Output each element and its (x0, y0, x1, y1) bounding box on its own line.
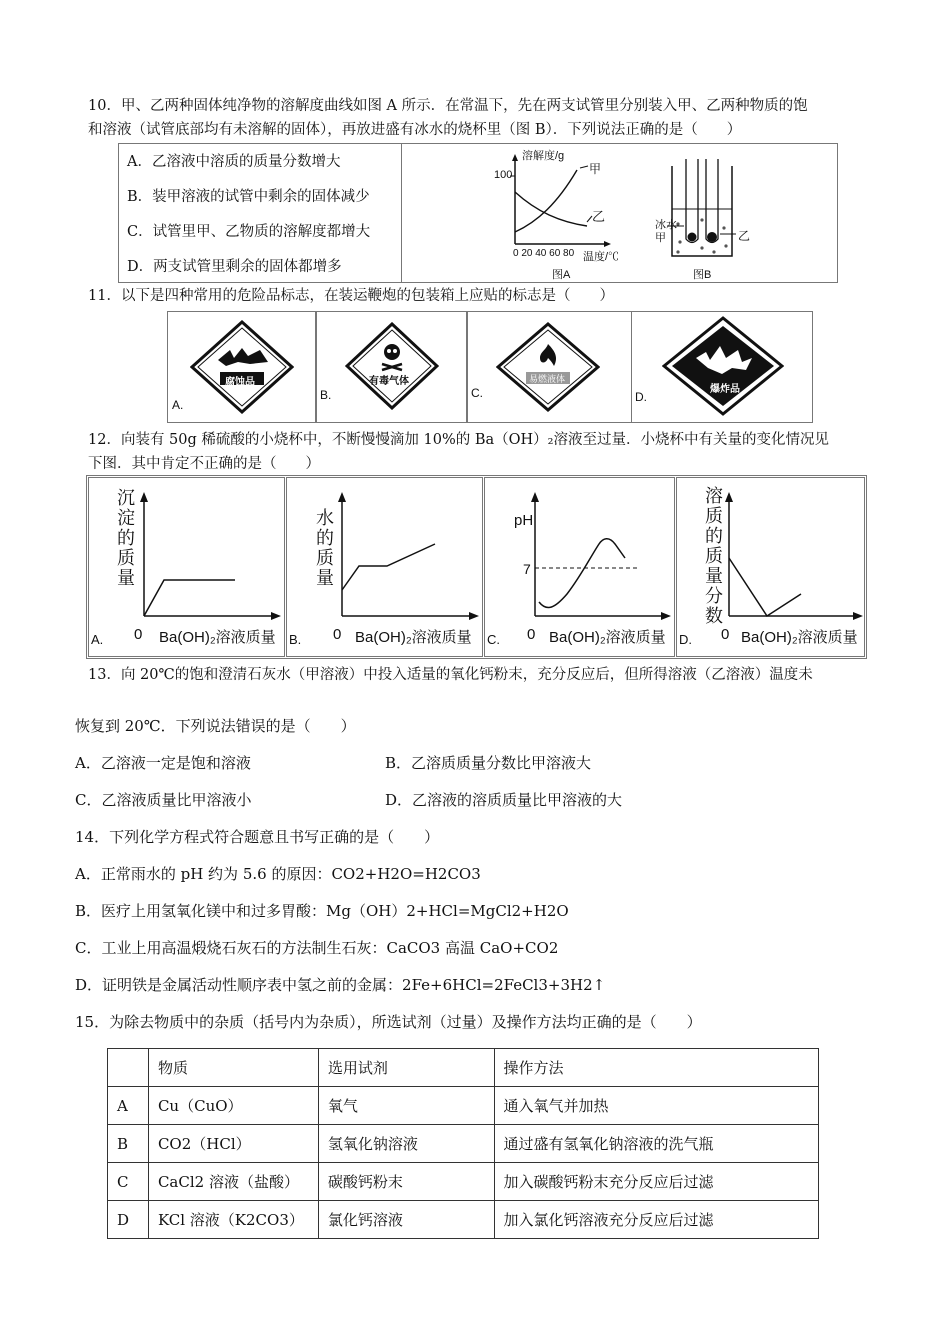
q15-table (107, 1048, 819, 1239)
sign-a-letter: A. (172, 398, 184, 412)
row-label: C (108, 1163, 149, 1201)
graph-c-origin: 0 (527, 626, 536, 643)
row-label: D (108, 1201, 149, 1239)
graph-c-ylabel: pH (514, 512, 534, 529)
q15-stem: 15．为除去物质中的杂质（括号内为杂质），所选试剂（过量）及操作方法均正确的是（ ） (75, 1013, 702, 1031)
toxic-gas-sign-icon (345, 322, 439, 410)
q10-option-a[interactable]: A．乙溶液中溶质的质量分数增大 (127, 154, 341, 170)
table-header-cell (108, 1049, 149, 1087)
q13-option-b[interactable]: B．乙溶质质量分数比甲溶液大 (385, 754, 592, 772)
sign-d-text: 爆炸品 (710, 384, 740, 395)
q14-option-d[interactable]: D．证明铁是金属活动性顺序表中氢之前的金属：2Fe+6HCl=2FeCl3+3H2↑ (75, 976, 606, 994)
q11-sign-a-box[interactable] (167, 311, 316, 423)
q10-options-box (118, 143, 402, 283)
table-row[interactable] (108, 1125, 819, 1163)
method-cell: 通入氧气并加热 (494, 1087, 818, 1125)
figA-curve-yi: 乙 (592, 209, 606, 224)
graph-b-letter: B. (289, 632, 302, 647)
method-cell: 通过盛有氢氧化钠溶液的洗气瓶 (494, 1125, 818, 1163)
q11-sign-d-box[interactable] (631, 311, 813, 423)
graph-b-ylabel: 水的质量 (313, 508, 334, 588)
sign-d-letter: D. (635, 390, 647, 404)
graph-b-xlabel: Ba(OH)₂溶液质量 (355, 629, 472, 646)
sign-b-letter: B. (320, 388, 332, 402)
q14-option-b[interactable]: B．医疗上用氢氧化镁中和过多胃酸：Mg（OH）2+HCl=MgCl2+H2O (75, 902, 569, 920)
beaker-figure (402, 144, 837, 282)
graph-a-xlabel: Ba(OH)₂溶液质量 (159, 629, 276, 646)
graph-d-origin: 0 (721, 626, 730, 643)
figA-xticks: 0 20 40 60 80 (513, 248, 575, 259)
flammable-liquid-sign-icon (496, 322, 600, 412)
q11-stem: 11．以下是四种常用的危险品标志，在装运鞭炮的包装箱上应贴的标志是（ ） (88, 288, 614, 304)
q14-option-a[interactable]: A．正常雨水的 pH 约为 5.6 的原因：CO2+H2O=H2CO3 (75, 865, 481, 883)
sign-c-letter: C. (471, 386, 483, 400)
figB-ice-water-label: 冰水 (655, 219, 677, 231)
graph-b-origin: 0 (333, 626, 342, 643)
figB-caption: 图B (693, 269, 712, 281)
q12-stem-line1: 12．向装有 50g 稀硫酸的小烧杯中，不断慢慢滴加 10%的 Ba（OH）₂溶液至过量．小烧杯中有关量的变化情况见 (88, 432, 829, 448)
q10-option-b[interactable]: B．装甲溶液的试管中剩余的固体减少 (127, 189, 370, 205)
q13-stem-line2: 恢复到 20℃．下列说法错误的是（ ） (75, 717, 356, 735)
q13-option-a[interactable]: A．乙溶液一定是饱和溶液 (75, 754, 251, 772)
q14-stem: 14．下列化学方程式符合题意且书写正确的是（ ） (75, 828, 440, 846)
substance-cell: Cu（CuO） (148, 1087, 318, 1125)
q10-figure-box (401, 143, 838, 283)
graph-a-letter: A. (91, 632, 104, 647)
reagent-cell: 氧气 (318, 1087, 494, 1125)
figB-jia-label: 甲 (655, 232, 666, 244)
table-header-cell: 选用试剂 (318, 1049, 494, 1087)
row-label: B (108, 1125, 149, 1163)
row-label: A (108, 1087, 149, 1125)
q12-graph-b[interactable] (286, 477, 483, 657)
graph-c-letter: C. (487, 632, 500, 647)
q13-stem-line1: 13．向 20℃的饱和澄清石灰水（甲溶液）中投入适量的氧化钙粉末，充分反应后，但所得溶液（乙溶液）温度未 (88, 667, 813, 683)
q12-graph-c[interactable] (484, 477, 675, 657)
q13-option-c[interactable]: C．乙溶液质量比甲溶液小 (75, 791, 252, 809)
explosive-sign-icon (662, 316, 784, 416)
graph-a-ylabel: 沉淀的质量 (114, 488, 135, 588)
figA-caption: 图A (552, 269, 571, 281)
sign-b-text: 有毒气体 (369, 376, 409, 387)
table-header-cell: 操作方法 (494, 1049, 818, 1087)
substance-cell: CaCl2 溶液（盐酸） (148, 1163, 318, 1201)
figA-xlabel: 温度/℃ (583, 251, 620, 263)
q10-option-d[interactable]: D．两支试管里剩余的固体都增多 (127, 259, 342, 275)
q11-sign-c-box[interactable] (467, 311, 632, 423)
table-row[interactable] (108, 1163, 819, 1201)
graph-d-letter: D. (679, 632, 692, 647)
figA-ytick: 100 (494, 169, 513, 181)
table-row[interactable] (108, 1201, 819, 1239)
q11-sign-b-box[interactable] (316, 311, 467, 423)
q13-option-d[interactable]: D．乙溶液的溶质质量比甲溶液的大 (385, 791, 623, 809)
table-row[interactable] (108, 1087, 819, 1125)
sign-c-text: 易燃液体 (529, 374, 566, 384)
q12-graph-d[interactable] (676, 477, 865, 657)
graph-d-xlabel: Ba(OH)₂溶液质量 (741, 629, 858, 646)
q10-option-c[interactable]: C．试管里甲、乙物质的溶解度都增大 (127, 224, 371, 240)
graph-d-ylabel: 溶质的质量分数 (702, 486, 723, 626)
figA-ylabel: 溶解度/g (522, 150, 565, 162)
substance-cell: CO2（HCl） (148, 1125, 318, 1163)
graph-a-origin: 0 (134, 626, 143, 643)
figB-yi-label: 乙 (738, 229, 751, 243)
sign-a-text: 腐蚀品 (225, 377, 255, 388)
figA-curve-jia: 甲 (589, 162, 602, 176)
reagent-cell: 碳酸钙粉末 (318, 1163, 494, 1201)
corrosive-sign-icon (190, 320, 294, 414)
q14-option-c[interactable]: C．工业上用高温煅烧石灰石的方法制生石灰：CaCO3 高温 CaO+CO2 (75, 939, 559, 957)
q12-graph-a[interactable] (88, 477, 285, 657)
table-header-row (108, 1049, 819, 1087)
graph-c-seven: 7 (523, 561, 531, 577)
graph-c-xlabel: Ba(OH)₂溶液质量 (549, 629, 666, 646)
method-cell: 加入氯化钙溶液充分反应后过滤 (494, 1201, 818, 1239)
table-header-cell: 物质 (148, 1049, 318, 1087)
substance-cell: KCl 溶液（K2CO3） (148, 1201, 318, 1239)
reagent-cell: 氢氧化钠溶液 (318, 1125, 494, 1163)
q12-stem-line2: 下图．其中肯定不正确的是（ ） (88, 456, 320, 472)
reagent-cell: 氯化钙溶液 (318, 1201, 494, 1239)
q10-stem-line2: 和溶液（试管底部均有未溶解的固体），再放进盛有冰水的烧杯里（图 B）．下列说法正确的是（ ） (88, 122, 742, 138)
method-cell: 加入碳酸钙粉末充分反应后过滤 (494, 1163, 818, 1201)
q10-stem-line1: 10．甲、乙两种固体纯净物的溶解度曲线如图 A 所示．在常温下，先在两支试管里分别装入甲、乙两种物质的饱 (88, 98, 808, 114)
